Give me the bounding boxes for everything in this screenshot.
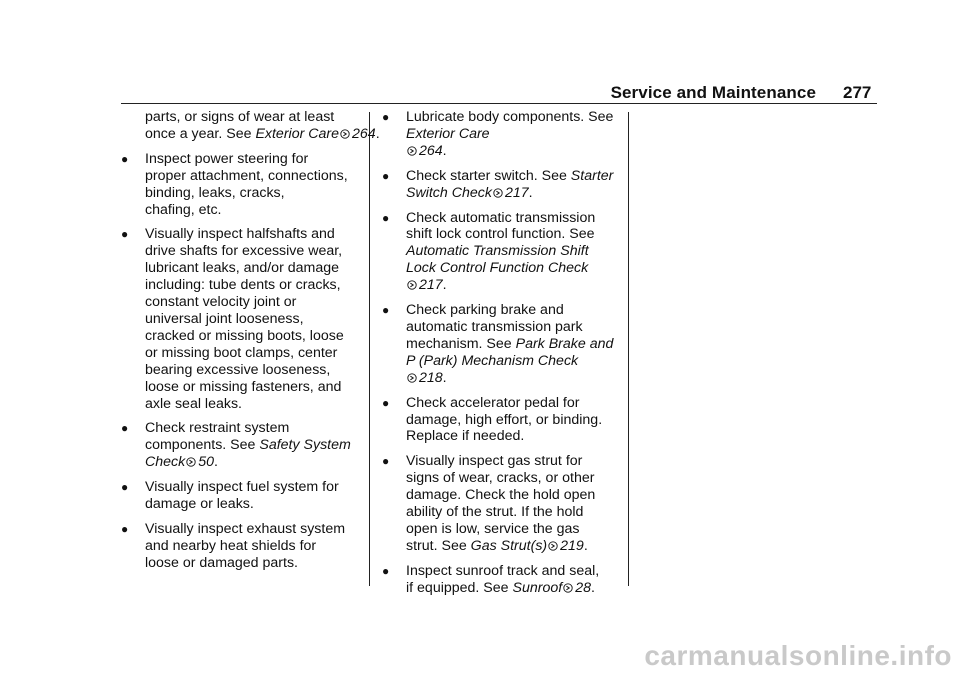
list-item xyxy=(382,563,622,597)
text-line: loose or damaged parts. xyxy=(145,554,299,571)
text-line: shift lock control function. See xyxy=(406,226,595,243)
bullet-icon: ● xyxy=(121,521,129,536)
text-line: components. See Safety System xyxy=(145,437,351,454)
page-reference: 264 xyxy=(352,125,376,142)
page-reference-arrow-icon xyxy=(186,457,196,467)
text-line: 217. xyxy=(406,277,622,294)
text-line: damage or leaks. xyxy=(145,496,254,513)
text-line: mechanism. See Park Brake and xyxy=(406,335,614,352)
bullet-icon: ● xyxy=(382,563,390,578)
cross-reference: P (Park) Mechanism Check xyxy=(406,352,579,369)
text-line xyxy=(406,260,622,277)
page-header xyxy=(0,80,960,104)
text-line: Visually inspect fuel system for xyxy=(145,479,339,496)
text-line: universal joint looseness, xyxy=(145,310,304,327)
text-line: if equipped. See Sunroof 28. xyxy=(406,579,595,596)
text-line: parts, or signs of wear at least xyxy=(145,109,335,125)
cross-reference: Exterior Care xyxy=(255,125,340,142)
text-line: drive shafts for excessive wear, xyxy=(145,243,343,260)
text-line: or missing boot clamps, center xyxy=(145,344,338,361)
left-column xyxy=(121,109,380,580)
text-line: Check accelerator pedal for xyxy=(406,394,580,411)
page-reference: 219 xyxy=(560,537,584,554)
list-item xyxy=(121,479,361,513)
text-line: damage, high effort, or binding. xyxy=(406,411,603,428)
bullet-icon: ● xyxy=(382,303,390,318)
cross-reference: Gas Strut(s) xyxy=(470,537,548,554)
cross-reference: Check xyxy=(145,454,186,471)
page-number: 277 xyxy=(843,83,872,102)
page-reference-arrow-icon xyxy=(563,583,573,593)
text-line: automatic transmission park xyxy=(406,318,583,335)
text-line: bearing excessive looseness, xyxy=(145,361,331,378)
list-item xyxy=(121,151,361,219)
column-divider-left xyxy=(369,112,370,586)
page-reference: 264 xyxy=(419,142,443,159)
bullet-icon: ● xyxy=(382,454,390,469)
bullet-icon: ● xyxy=(121,421,129,436)
section-title: Service and Maintenance xyxy=(610,83,816,102)
text-line: signs of wear, cracks, or other xyxy=(406,470,595,487)
page-reference: 217 xyxy=(504,184,529,201)
list-item xyxy=(382,168,622,202)
text-line xyxy=(406,126,622,143)
cross-reference: Lock Control Function Check xyxy=(406,260,589,277)
cross-reference: Switch Check xyxy=(406,184,492,201)
list-item xyxy=(121,226,361,412)
text-line: ability of the strut. If the hold xyxy=(406,504,584,521)
text-line: cracked or missing boots, loose xyxy=(145,327,344,344)
page-reference-arrow-icon xyxy=(407,280,417,290)
text-line: loose or missing fasteners, and xyxy=(145,378,342,395)
text-line: Replace if needed. xyxy=(406,428,525,445)
text-line: including: tube dents or cracks, xyxy=(145,277,341,294)
text-line: Inspect sunroof track and seal, xyxy=(406,562,600,579)
text-line: Check starter switch. See Starter xyxy=(406,167,614,184)
list-item xyxy=(382,210,622,295)
page-reference-arrow-icon xyxy=(493,188,503,198)
text-line: lubricant leaks, and/or damage xyxy=(145,260,340,277)
text-line: Visually inspect exhaust system xyxy=(145,520,346,537)
page-reference: 218 xyxy=(419,369,443,386)
text-line: Check restraint system xyxy=(145,420,290,437)
text-line: Switch Check 217. xyxy=(406,184,533,201)
text-line: Inspect power steering for xyxy=(145,150,309,167)
text-line: constant velocity joint or xyxy=(145,294,297,311)
page-reference: 28 xyxy=(575,579,591,596)
bullet-icon: ● xyxy=(382,110,390,124)
text-line: open is low, service the gas xyxy=(406,520,580,537)
cross-reference: Park Brake and xyxy=(515,335,614,352)
text-line: and nearby heat shields for xyxy=(145,537,317,554)
cross-reference: Exterior Care xyxy=(406,125,490,142)
page-reference-arrow-icon xyxy=(407,146,417,156)
list-item xyxy=(121,420,361,471)
cross-reference: Sunroof xyxy=(512,579,563,596)
text-line: 264. xyxy=(406,143,622,160)
text-line: binding, leaks, cracks, xyxy=(145,184,285,201)
text-line: strut. See Gas Strut(s) 219. xyxy=(406,537,588,554)
text-line: Lubricate body components. See xyxy=(406,109,614,125)
bullet-icon: ● xyxy=(121,151,129,166)
text-line xyxy=(406,353,622,370)
page-reference-arrow-icon xyxy=(407,373,417,383)
text-line: Check parking brake and xyxy=(406,302,564,319)
bullet-icon: ● xyxy=(382,168,390,183)
text-line: Check automatic transmission xyxy=(406,209,596,226)
bullet-icon: ● xyxy=(121,480,129,495)
text-line: Visually inspect halfshafts and xyxy=(145,226,335,243)
text-line: proper attachment, connections, xyxy=(145,167,348,184)
text-line: damage. Check the hold open xyxy=(406,487,596,504)
page-reference-arrow-icon xyxy=(548,541,558,551)
text-line: once a year. See Exterior Care 264. xyxy=(145,125,380,142)
text-line: Check 50. xyxy=(145,454,218,471)
right-column xyxy=(382,109,622,605)
list-item xyxy=(382,302,622,387)
page-reference: 217 xyxy=(419,277,443,294)
list-item xyxy=(382,395,622,446)
continued-text xyxy=(121,109,380,143)
text-line: chafing, etc. xyxy=(145,201,222,218)
header-rule xyxy=(121,103,877,104)
page-reference-arrow-icon xyxy=(340,129,350,139)
list-item xyxy=(382,453,622,554)
cross-reference: Starter xyxy=(570,167,614,184)
text-line: axle seal leaks. xyxy=(145,395,242,412)
watermark: carmanualsonline.info xyxy=(644,640,952,671)
page-reference: 50 xyxy=(198,454,214,471)
cross-reference: Safety System xyxy=(259,437,351,454)
text-line: Visually inspect gas strut for xyxy=(406,453,583,470)
text-line: 218. xyxy=(406,370,622,387)
bullet-icon: ● xyxy=(382,210,390,225)
list-item xyxy=(121,521,361,572)
text-line xyxy=(406,243,622,260)
cross-reference: Automatic Transmission Shift xyxy=(406,243,589,260)
list-item xyxy=(382,109,622,160)
bullet-icon: ● xyxy=(382,395,390,410)
bullet-icon: ● xyxy=(121,227,129,242)
column-divider-right xyxy=(628,112,629,586)
